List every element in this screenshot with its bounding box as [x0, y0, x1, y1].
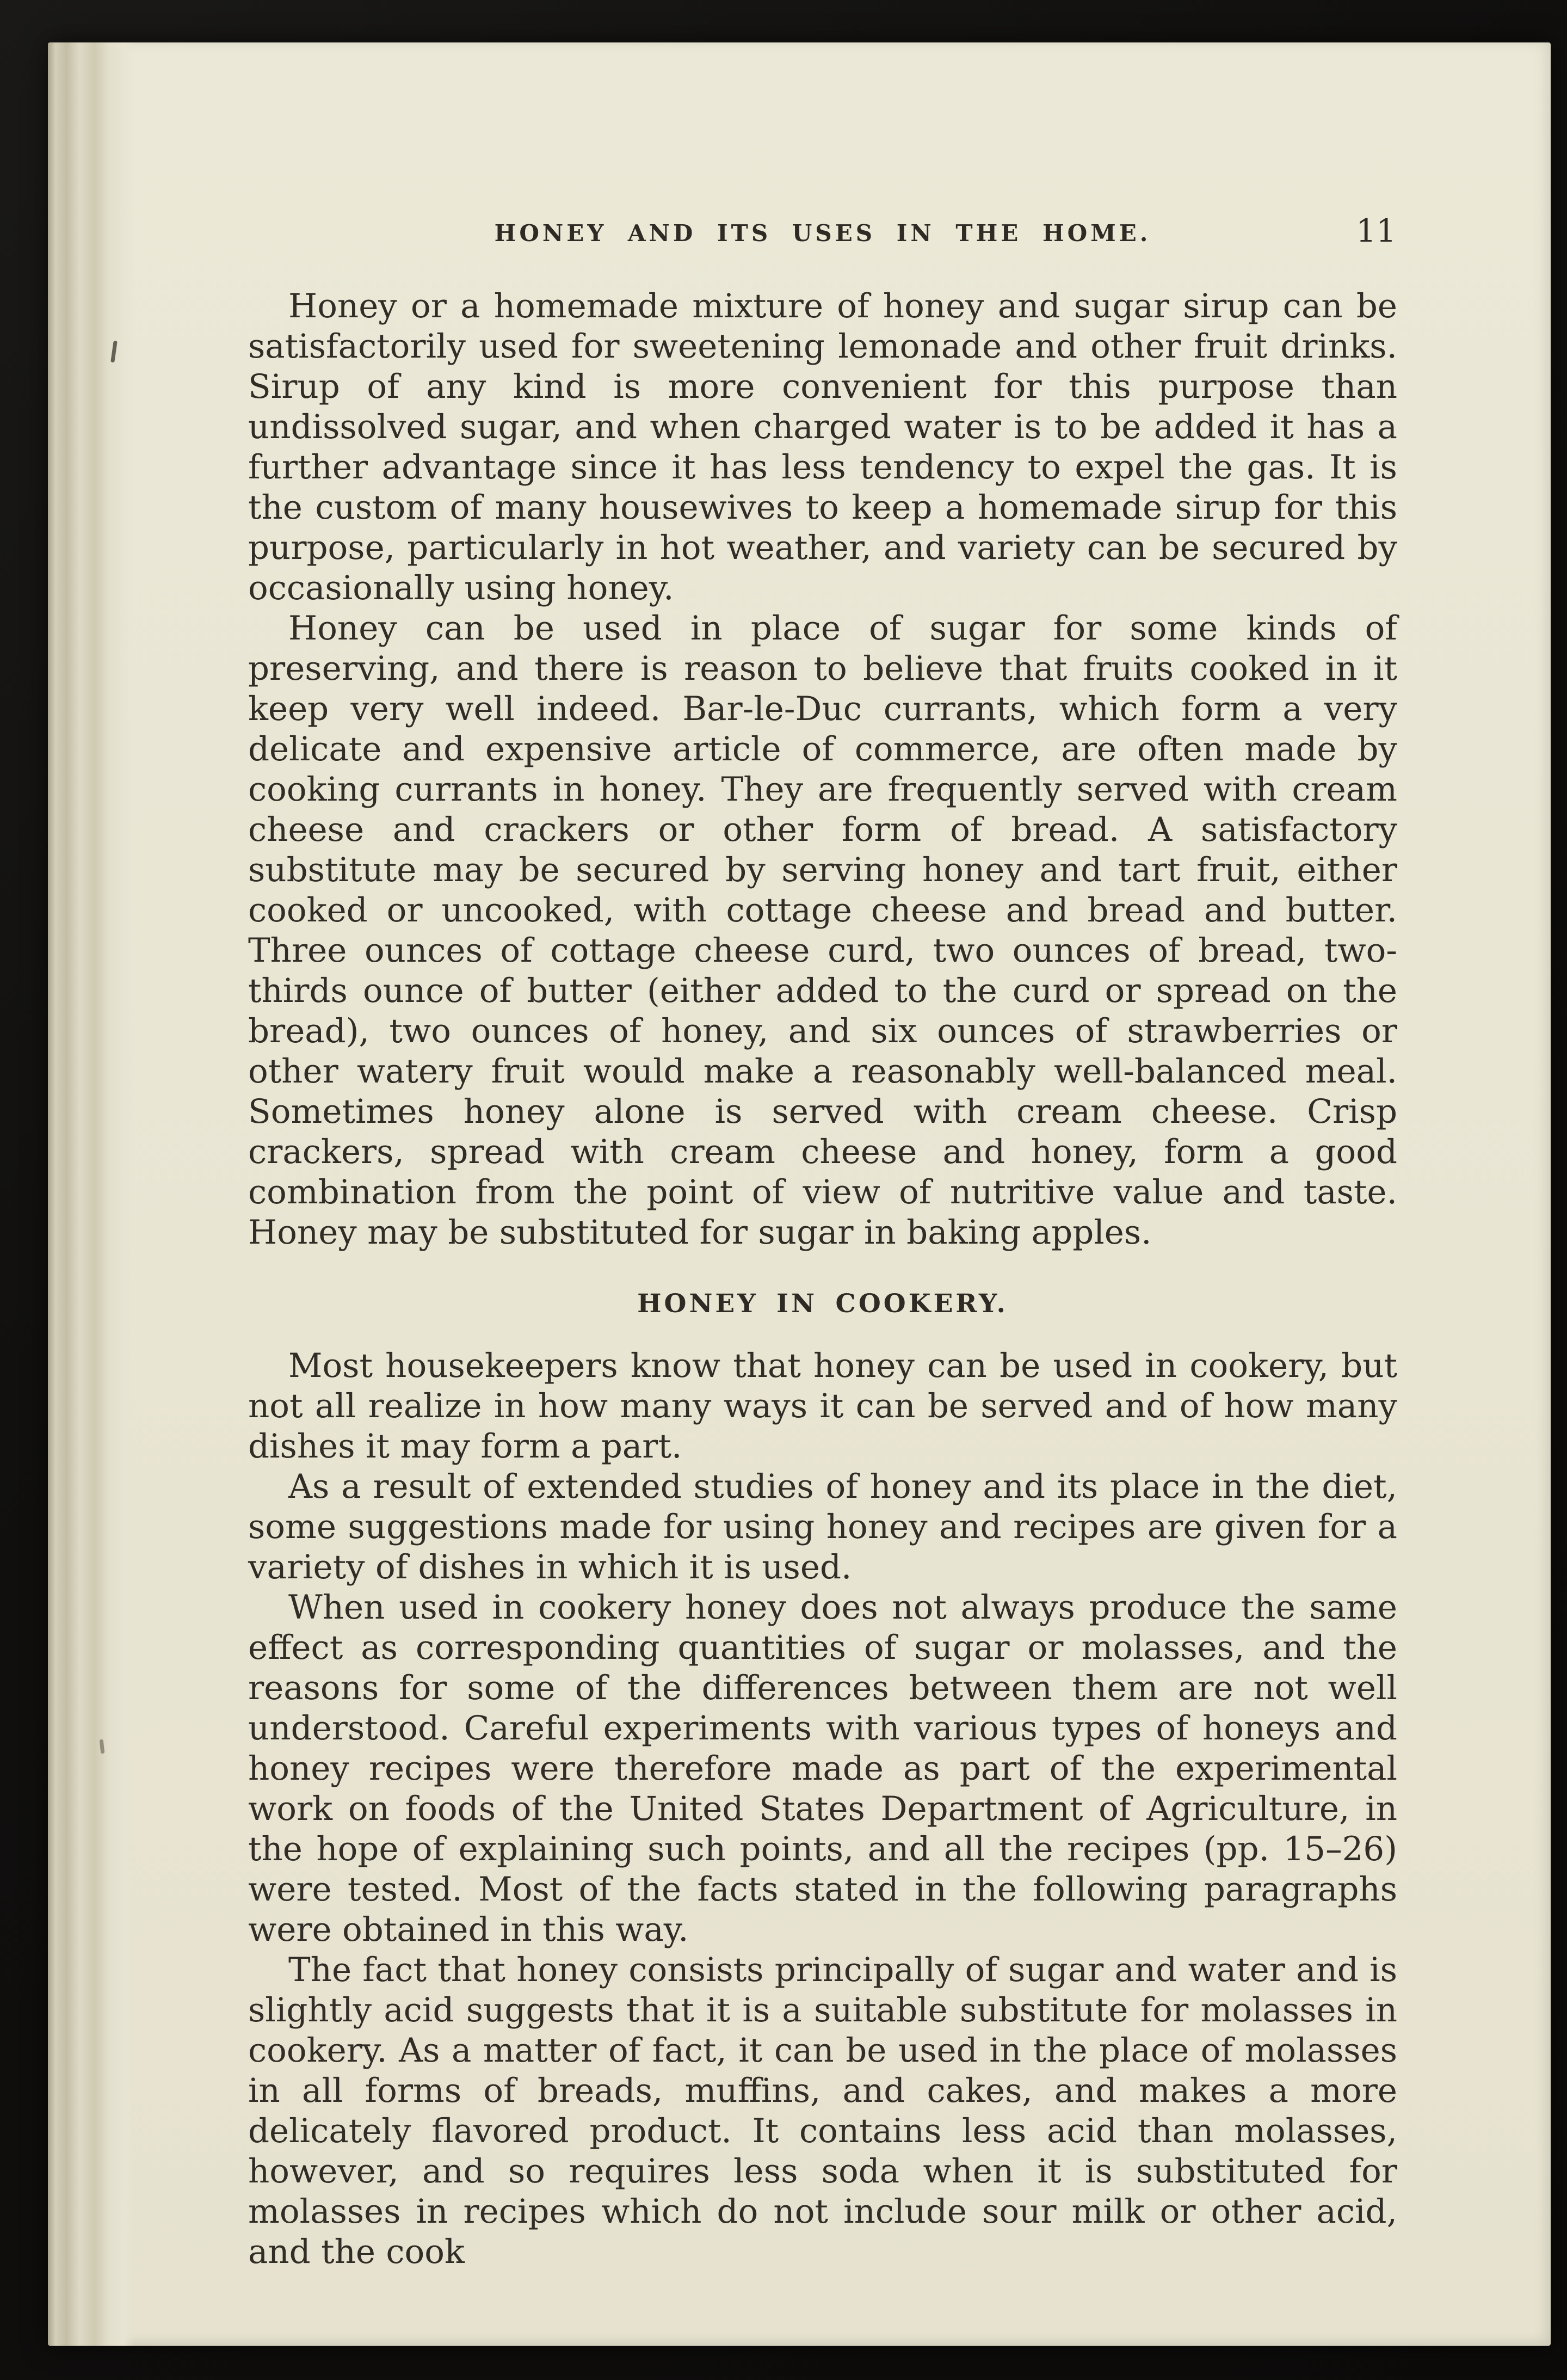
- paragraph-honey-sirup-drinks: Honey or a homemade mixture of honey and sugar sirup can be satisfactorily used for sweetening lemonade and other fruit drinks. Sirup of any kind is more convenient for this purpose than undissolved sugar, and when charged water is to be added it has a further advantage since it has less tendency to expel the gas. It is the custom of many housewives to keep a homemade sirup for this purpose, particularly in hot weather, and variety can be secured by occasionally using honey.: [248, 287, 1397, 607]
- paragraph-extended-studies: As a result of extended studies of honey and its place in the diet, some suggestions made for using honey and recipes are given for a variety of dishes in which it is used.: [248, 1467, 1397, 1586]
- page-content: [248, 212, 1397, 2272]
- paragraph-housekeepers: Most housekeepers know that honey can be used in cookery, but not all realize in how many ways it can be served and of how many dishes it may form a part.: [248, 1346, 1397, 1466]
- page-number: 11: [1356, 212, 1396, 249]
- section-heading-honey-in-cookery: HONEY IN COOKERY.: [637, 1289, 1008, 1319]
- page-header: [248, 212, 1397, 258]
- paragraph-cookery-experiments: When used in cookery honey does not always produce the same effect as corresponding quantities of sugar or molasses, and the reasons for some of the differences between them are not well understood. Careful experiments with various types of honeys and honey recipes were therefore made as part of the experimental work on foods of the United States Department of Agriculture, in the hope of explaining such points, and all the recipes (pp. 15–26) were tested. Most of the facts stated in the following paragraphs were obtained in this way.: [248, 1588, 1397, 1949]
- binding-page-edges: [48, 42, 135, 2346]
- paragraph-honey-vs-molasses: The fact that honey consists principally of sugar and water and is slightly acid suggests that it is a suitable substitute for molasses in cookery. As a matter of fact, it can be used in the place of molasses in all forms of breads, muffins, and cakes, and makes a more delicately flavored product. It contains less acid than molasses, however, and so requires less soda when it is substituted for molasses in recipes which do not include sour milk or other acid, and the cook: [248, 1951, 1397, 2271]
- book-page: [48, 42, 1551, 2346]
- running-title: HONEY AND ITS USES IN THE HOME.: [494, 220, 1151, 247]
- paragraph-honey-preserving: Honey can be used in place of sugar for some kinds of preserving, and there is reason to believe that fruits cooked in it keep very well indeed. Bar-le-Duc currants, which form a very delicate and expensive article of commerce, are often made by cooking currants in honey. They are frequently served with cream cheese and crackers or other form of bread. A satisfactory substitute may be secured by serving honey and tart fruit, either cooked or uncooked, with cottage cheese and bread and butter. Three ounces of cottage cheese curd, two ounces of bread, two-thirds ounce of butter (either added to the curd or spread on the bread), two ounces of honey, and six ounces of strawberries or other watery fruit would make a reasonably well-balanced meal. Sometimes honey alone is served with cream cheese. Crisp crackers, spread with cream cheese and honey, form a good combination from the point of view of nutritive value and taste. Honey may be substituted for sugar in baking apples.: [248, 609, 1397, 1252]
